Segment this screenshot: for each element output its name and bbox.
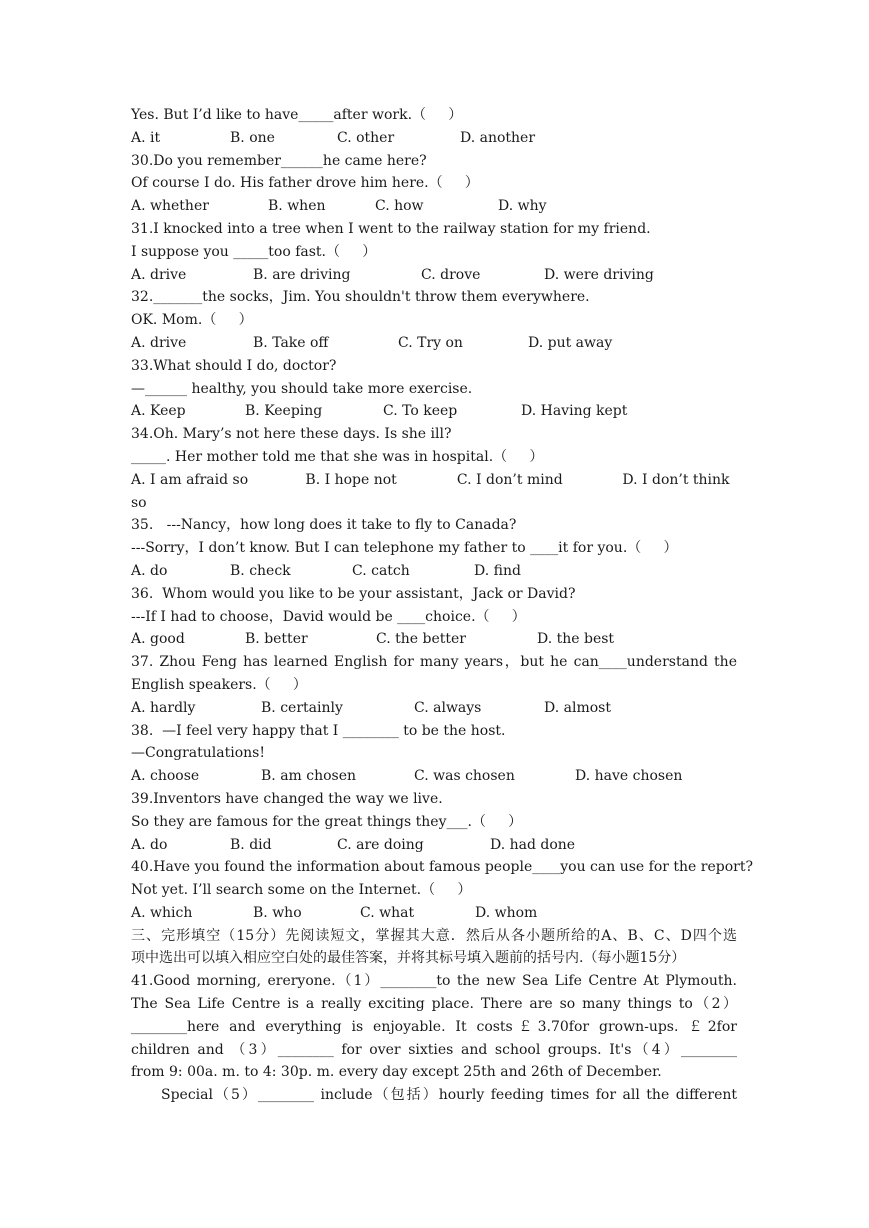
answer-option: A. I am afraid so — [131, 471, 249, 488]
answer-option: D. have chosen — [575, 768, 683, 785]
text-line: —Congratulations! — [131, 745, 265, 762]
answer-option: B. are driving — [253, 266, 351, 283]
answer-option: D. find — [474, 562, 521, 579]
answer-option: A. whether — [131, 198, 209, 215]
answer-option: A. choose — [131, 768, 200, 785]
text-line: 项中选出可以填入相应空白处的最佳答案，并将其标号填入题前的括号内.（每小题15分） — [131, 950, 686, 967]
text-line: 37. Zhou Feng has learned English for many years，but he can____understand the — [131, 654, 737, 671]
answer-option: D. why — [498, 198, 547, 215]
text-line: _____. Her mother told me that she was in hospital.（ ） — [131, 448, 544, 465]
text-line: 三、完形填空（15分）先阅读短文，掌握其大意．然后从各小题所给的A、B、C、D四个选 — [131, 927, 737, 944]
answer-option: B. am chosen — [261, 768, 357, 785]
answer-options — [131, 332, 737, 355]
document-page — [131, 104, 753, 1107]
answer-options — [131, 560, 737, 583]
answer-options — [131, 264, 737, 287]
answer-option: A. drive — [131, 334, 187, 351]
answer-options — [131, 127, 737, 150]
text-line: Of course I do. His father drove him here.（ ） — [131, 175, 479, 192]
answer-options — [131, 834, 737, 857]
answer-option: C. always — [414, 699, 482, 716]
answer-option: B. certainly — [261, 699, 343, 716]
text-line: 31.I knocked into a tree when I went to the railway station for my friend. — [131, 220, 651, 237]
text-line: 36. Whom would you like to be your assistant，Jack or David? — [131, 585, 576, 602]
answer-option: A. it — [131, 129, 161, 146]
answer-option: A. hardly — [131, 699, 196, 716]
answer-option: A. good — [131, 631, 185, 648]
text-line: 34.Oh. Mary’s not here these days. Is she ill? — [131, 426, 452, 443]
answer-option: C. what — [360, 904, 415, 921]
answer-option: D. were driving — [544, 266, 654, 283]
text-line: I suppose you _____too fast.（ ） — [131, 243, 377, 260]
answer-option: D. almost — [544, 699, 611, 716]
answer-option: C. drove — [421, 266, 481, 283]
text-line: OK. Mom.（ ） — [131, 312, 253, 329]
answer-option: D. put away — [528, 334, 613, 351]
answer-option: B. did — [230, 836, 272, 853]
answer-option: D. another — [460, 129, 536, 146]
text-line: from 9: 00a. m. to 4: 30p. m. every day except 25th and 26th of December. — [131, 1064, 662, 1081]
text-line: 38. —I feel very happy that I ________ to be the host. — [131, 722, 506, 739]
text-line: so — [131, 494, 147, 511]
text-line: 39.Inventors have changed the way we live. — [131, 790, 443, 807]
text-line: So they are famous for the great things they___.（ ） — [131, 813, 523, 830]
answer-option: C. are doing — [337, 836, 424, 853]
answer-option: C. catch — [352, 562, 410, 579]
answer-option: D. the best — [537, 631, 615, 648]
answer-option: B. Keeping — [245, 403, 323, 420]
answer-options — [131, 195, 737, 218]
text-line: The Sea Life Centre is a really exciting place. There are so many things to（2） — [131, 996, 737, 1013]
answer-option: D. had done — [490, 836, 576, 853]
text-line: ---If I had to choose，David would be ____choice.（ ） — [131, 608, 526, 625]
text-line: —______ healthy, you should take more exercise. — [131, 380, 473, 397]
answer-option: C. was chosen — [414, 768, 515, 785]
text-line: Yes. But I’d like to have_____after work.（ ） — [131, 107, 463, 123]
answer-options — [131, 400, 737, 423]
text-line: Not yet. I’ll search some on the Internet.（ ） — [131, 882, 472, 899]
answer-option: B. one — [230, 129, 275, 146]
answer-option: A. Keep — [131, 403, 186, 420]
answer-option: B. check — [230, 562, 291, 579]
answer-option: C. I don’t mind — [456, 471, 563, 488]
answer-options — [131, 469, 737, 492]
answer-options — [131, 765, 737, 788]
text-line: 40.Have you found the information about famous people____you can use for the report? — [131, 859, 753, 876]
answer-option: D. Having kept — [521, 403, 628, 420]
answer-option: B. I hope not — [305, 471, 397, 488]
answer-option: D. whom — [475, 904, 538, 921]
text-line: English speakers.（ ） — [131, 676, 307, 693]
answer-option: B. better — [245, 631, 308, 648]
text-line: 32._______the socks，Jim. You shouldn't throw them everywhere. — [131, 289, 590, 306]
text-line: 35. ---Nancy，how long does it take to fly to Canada? — [131, 517, 517, 534]
text-line: 30.Do you remember______he came here? — [131, 152, 427, 169]
text-line: Special（5）________ include（包括）hourly feeding times for all the different — [161, 1087, 737, 1104]
text-line: 41.Good morning, ereryone.（1）________to the new Sea Life Centre At Plymouth. — [131, 973, 737, 990]
answer-option: B. who — [253, 904, 302, 921]
answer-option: C. how — [375, 198, 424, 215]
answer-options — [131, 902, 737, 925]
answer-option: A. do — [131, 836, 168, 853]
text-line: children and （3）________ for over sixties and school groups. It's（4）________ — [131, 1041, 737, 1058]
answer-option: C. other — [337, 129, 395, 146]
answer-option: C. Try on — [398, 334, 463, 351]
answer-option: A. do — [131, 562, 168, 579]
answer-option: D. I don’t think — [622, 471, 730, 488]
answer-option: C. To keep — [383, 403, 458, 420]
answer-option: B. Take off — [253, 334, 329, 351]
answer-option: C. the better — [376, 631, 466, 648]
text-line: ---Sorry，I don’t know. But I can telephone my father to ____it for you.（ ） — [131, 540, 678, 557]
answer-option: A. drive — [131, 266, 187, 283]
answer-option: B. when — [268, 198, 326, 215]
answer-option: A. which — [131, 904, 193, 921]
text-line: 33.What should I do, doctor? — [131, 357, 337, 374]
answer-options — [131, 628, 737, 651]
text-line: ________here and everything is enjoyable. It costs￡3.70for grown-ups. ￡2for — [131, 1018, 737, 1035]
answer-options — [131, 697, 737, 720]
